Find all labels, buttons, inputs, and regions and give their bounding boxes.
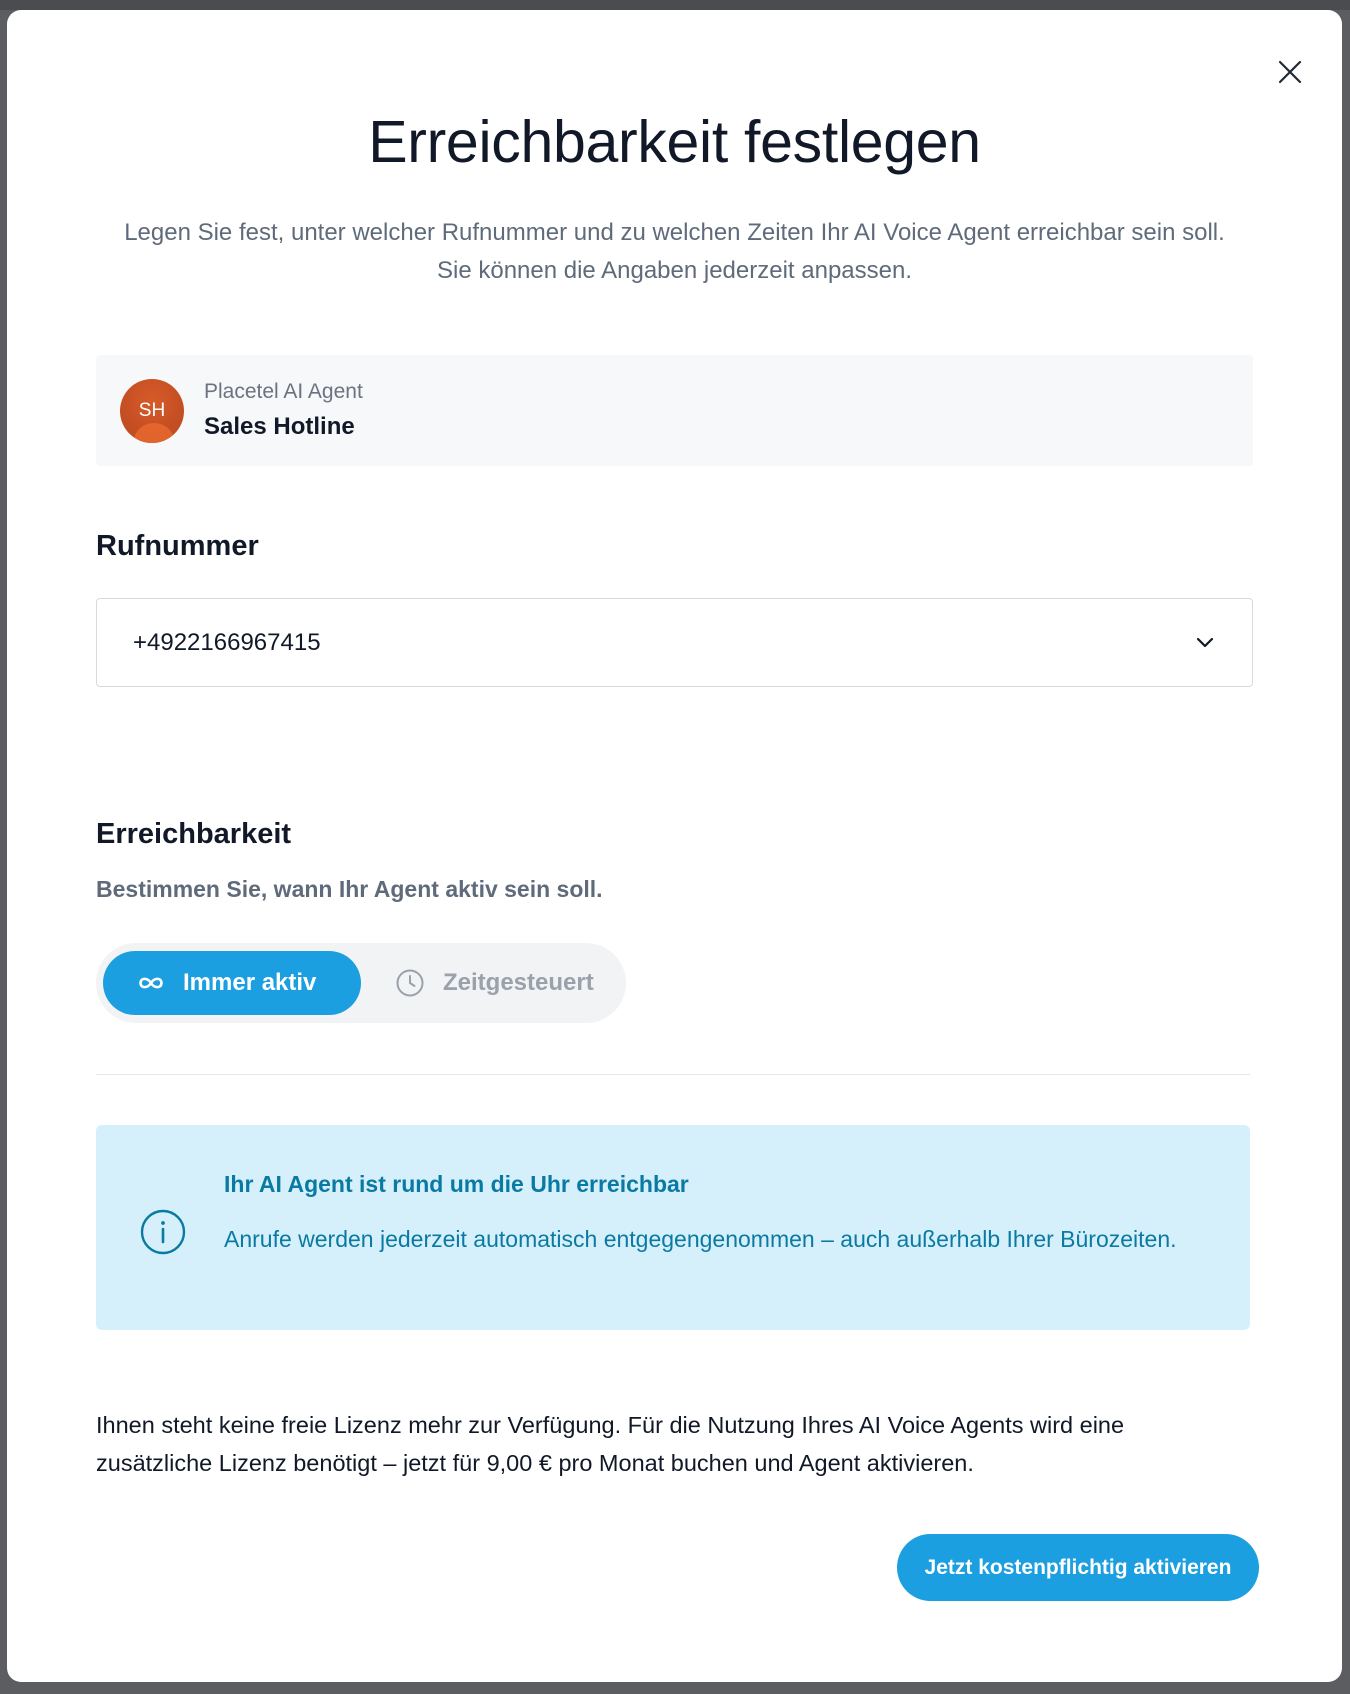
toggle-scheduled-label: Zeitgesteuert — [443, 969, 594, 996]
phone-section-heading: Rufnummer — [96, 530, 259, 562]
section-divider — [96, 1074, 1250, 1075]
agent-info — [204, 378, 363, 444]
subtitle-line-2: Sie können die Angaben jederzeit anpassen. — [436, 257, 913, 284]
clock-icon — [395, 968, 425, 998]
avatar-initials: SH — [138, 399, 166, 421]
info-banner — [96, 1125, 1250, 1330]
subtitle-line-1: Legen Sie fest, unter welcher Rufnummer und zu welchen Zeiten Ihr AI Voice Agent erreichbar sein soll. — [124, 219, 1225, 246]
close-icon — [1278, 60, 1302, 84]
info-title: Ihr AI Agent ist rund um die Uhr erreichbar — [224, 1171, 689, 1197]
availability-section-heading: Erreichbarkeit — [96, 818, 292, 850]
modal-title: Erreichbarkeit festlegen — [368, 109, 981, 175]
toggle-scheduled[interactable] — [361, 951, 594, 1015]
close-button[interactable] — [1268, 50, 1312, 94]
phone-number-value: +4922166967415 — [133, 628, 321, 656]
toggle-always-active[interactable] — [103, 951, 361, 1015]
activate-paid-button[interactable]: Jetzt kostenpflichtig aktivieren — [897, 1534, 1259, 1601]
availability-toggle-group — [96, 943, 626, 1023]
agent-card — [96, 355, 1253, 466]
availability-hint: Bestimmen Sie, wann Ihr Agent aktiv sein soll. — [96, 876, 603, 902]
agent-type: Placetel AI Agent — [204, 379, 363, 403]
availability-modal — [7, 10, 1342, 1682]
page-backdrop — [0, 0, 1350, 10]
modal-subtitle — [87, 214, 1262, 290]
license-notice: Ihnen steht keine freie Lizenz mehr zur Verfügung. Für die Nutzung Ihres AI Voice Agents wird eine zusätzliche Lizenz benötigt – jetzt für 9,00 € pro Monat buchen und Agent aktivieren. — [96, 1412, 1125, 1476]
info-body: Anrufe werden jederzeit automatisch entgegengenommen – auch außerhalb Ihrer Bürozeiten. — [224, 1226, 1177, 1252]
toggle-always-active-label: Immer aktiv — [183, 969, 317, 996]
info-icon — [140, 1209, 186, 1255]
chevron-down-icon — [1194, 632, 1216, 654]
phone-number-select[interactable] — [96, 598, 1253, 687]
avatar — [120, 379, 184, 443]
infinity-icon — [137, 974, 165, 992]
agent-name: Sales Hotline — [204, 412, 355, 440]
